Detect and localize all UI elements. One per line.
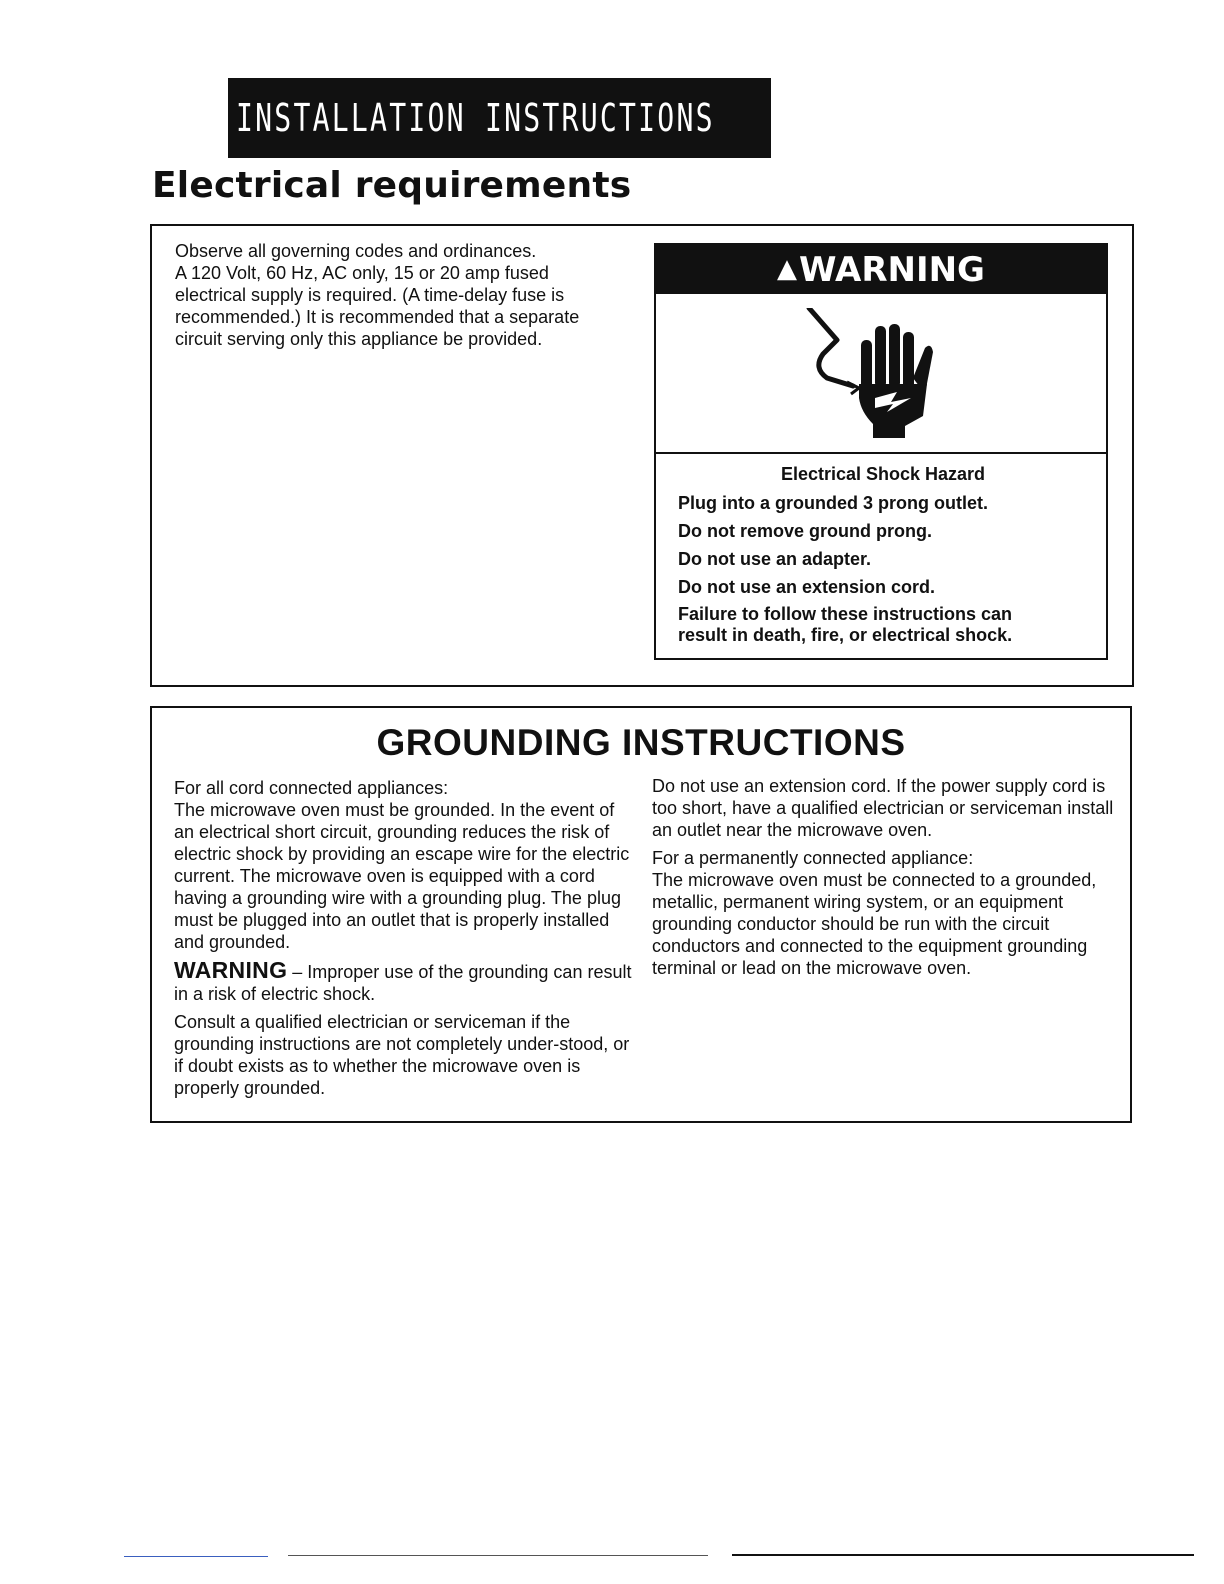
warning-header — [656, 245, 1106, 294]
grounding-paragraph: The microwave oven must be grounded. In the event of an electrical short circuit, grounding reduces the risk of electric shock by providing an escape wire for the electric current. The microwave oven is equipped with a cord having a grounding wire with a grounding plug. The plug must be plugged into an outlet that is properly installed and grounded. — [174, 800, 630, 952]
page-title: Electrical requirements — [152, 165, 632, 206]
banner-title: INSTALLATION INSTRUCTIONS — [236, 96, 715, 140]
warning-body — [678, 463, 1088, 646]
electric-shock-hand-icon — [801, 308, 951, 440]
warning-item: Plug into a grounded 3 prong outlet. — [678, 493, 988, 513]
warning-icon-area — [656, 294, 1106, 454]
requirement-line: A 120 Volt, 60 Hz, AC only, 15 or 20 amp fused — [175, 263, 549, 283]
footer-rule — [124, 1556, 268, 1557]
grounding-intro: For all cord connected appliances: — [174, 778, 449, 798]
grounding-warning — [174, 959, 634, 1005]
warning-consequence-line: Failure to follow these instructions can — [678, 604, 1013, 624]
grounding-title: GROUNDING INSTRUCTIONS — [376, 722, 906, 763]
grounding-warning-label: WARNING — [174, 957, 288, 983]
requirement-line: electrical supply is required. (A time-delay fuse is — [175, 285, 565, 305]
section-banner — [228, 78, 771, 158]
requirement-line: recommended.) It is recommended that a separate — [175, 307, 580, 327]
grounding-right-column — [652, 775, 1122, 985]
requirement-line: Observe all governing codes and ordinances. — [175, 241, 537, 261]
hazard-title: Electrical Shock Hazard — [780, 464, 986, 484]
warning-panel — [654, 243, 1108, 660]
warning-consequence — [678, 604, 1088, 646]
warning-consequence-line: result in death, fire, or electrical shock. — [678, 625, 1013, 645]
warning-title: WARNING — [799, 249, 985, 290]
warning-triangle-icon: ▲ — [777, 253, 798, 284]
footer-rule — [288, 1555, 708, 1556]
grounding-instructions-box — [150, 706, 1132, 1123]
grounding-warning-text: – Improper use of the grounding can result in a risk of electric shock. — [174, 962, 632, 1004]
grounding-paragraph: Do not use an extension cord. If the power supply cord is too short, have a qualified electrician or serviceman install an outlet near the microwave oven. — [652, 776, 1114, 840]
electrical-requirements-box — [150, 224, 1134, 687]
requirement-line: circuit serving only this appliance be provided. — [175, 329, 543, 349]
grounding-left-column — [174, 777, 634, 1105]
footer-rule — [732, 1554, 1194, 1556]
grounding-intro: For a permanently connected appliance: — [652, 848, 974, 868]
warning-item: Do not use an adapter. — [678, 549, 872, 569]
grounding-paragraph: Consult a qualified electrician or serviceman if the grounding instructions are not completely under-stood, or if doubt exists as to whether the microwave oven is properly grounded. — [174, 1012, 630, 1098]
warning-item: Do not remove ground prong. — [678, 521, 932, 541]
electrical-requirements-text — [175, 240, 625, 350]
warning-item: Do not use an extension cord. — [678, 577, 936, 597]
grounding-paragraph: The microwave oven must be connected to a grounded, metallic, permanent wiring system, or an equipment grounding conductor should be run with the circuit conductors and connected to the equipment grounding terminal or lead on the microwave oven. — [652, 870, 1097, 978]
